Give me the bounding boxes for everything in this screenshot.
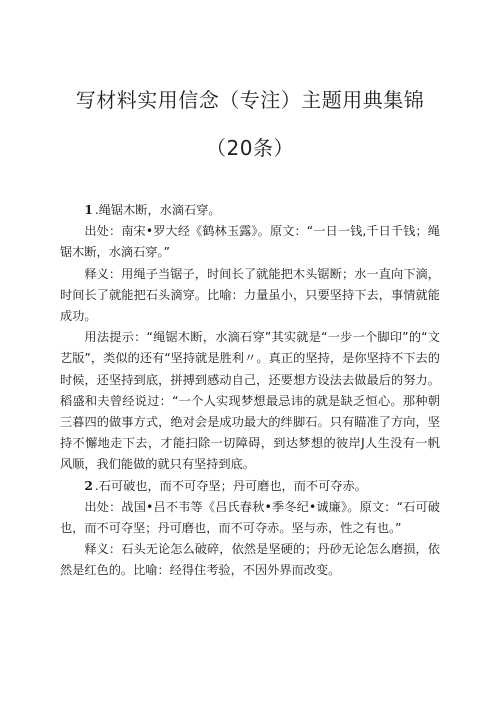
entry-2-heading-text: .石可破也，而不可夺坚；丹可磨也，而不可夺赤。 — [94, 478, 367, 493]
entry-1-heading-text: .绳锯木断，水滴石穿。 — [94, 203, 221, 217]
entry-1-number: 1 — [84, 203, 93, 217]
entry-1-heading — [60, 200, 440, 221]
document-title: 写材料实用信念（专注）主题用典集锦 — [75, 88, 425, 112]
entry-2-number: 2 — [84, 478, 93, 493]
entry-2-source: 出处：战国•吕不韦等《吕氏春秋•季冬纪•诚廉》。原文：“石可破也，而不可夺坚；丹可磨也，而不可夺赤。坚与赤，性之有也。” — [60, 499, 440, 536]
entry-1-meaning: 释义：用绳子当锯子，时间长了就能把木头锯断；水一直向下滴，时间长了就能把石头滴穿。比喻：力量虽小，只要坚持下去，事情就能成功。 — [60, 266, 440, 324]
document-body — [60, 200, 440, 582]
entry-1-usage: 用法提示：“绳锯木断，水滴石穿”其实就是“一步一个脚印”的“文艺版”，类似的还有“坚持就是胜利〃。真正的坚持，是你坚持不下去的时候，还坚持到底，拼搏到感动自己，还要想方设法去做最后的努力。稻盛和夫曾经说过：“一个人实现梦想最忌讳的就是缺乏恒心。那种朝三暮四的做事方式，绝对会是成功最大的绊脚石。只有瞄准了方向，坚持不懈地走下去，才能扫除一切障碍，到达梦想的彼岸J人生没有一帆风顺，我们能做的就只有坚持到底。 — [60, 330, 440, 472]
entry-2-heading — [60, 476, 440, 497]
entry-2-meaning: 释义：石头无论怎么破碎，依然是坚硬的；丹砂无论怎么磨损，依然是红色的。比喻：经得住考验，不因外界而改变。 — [60, 542, 440, 578]
entry-1-source: 出处：南宋•罗大经《鹤林玉露》。原文：“一日一钱,千日千钱；绳锯木断，水滴石穿。” — [60, 224, 440, 260]
document-subtitle: （20条） — [206, 136, 294, 160]
